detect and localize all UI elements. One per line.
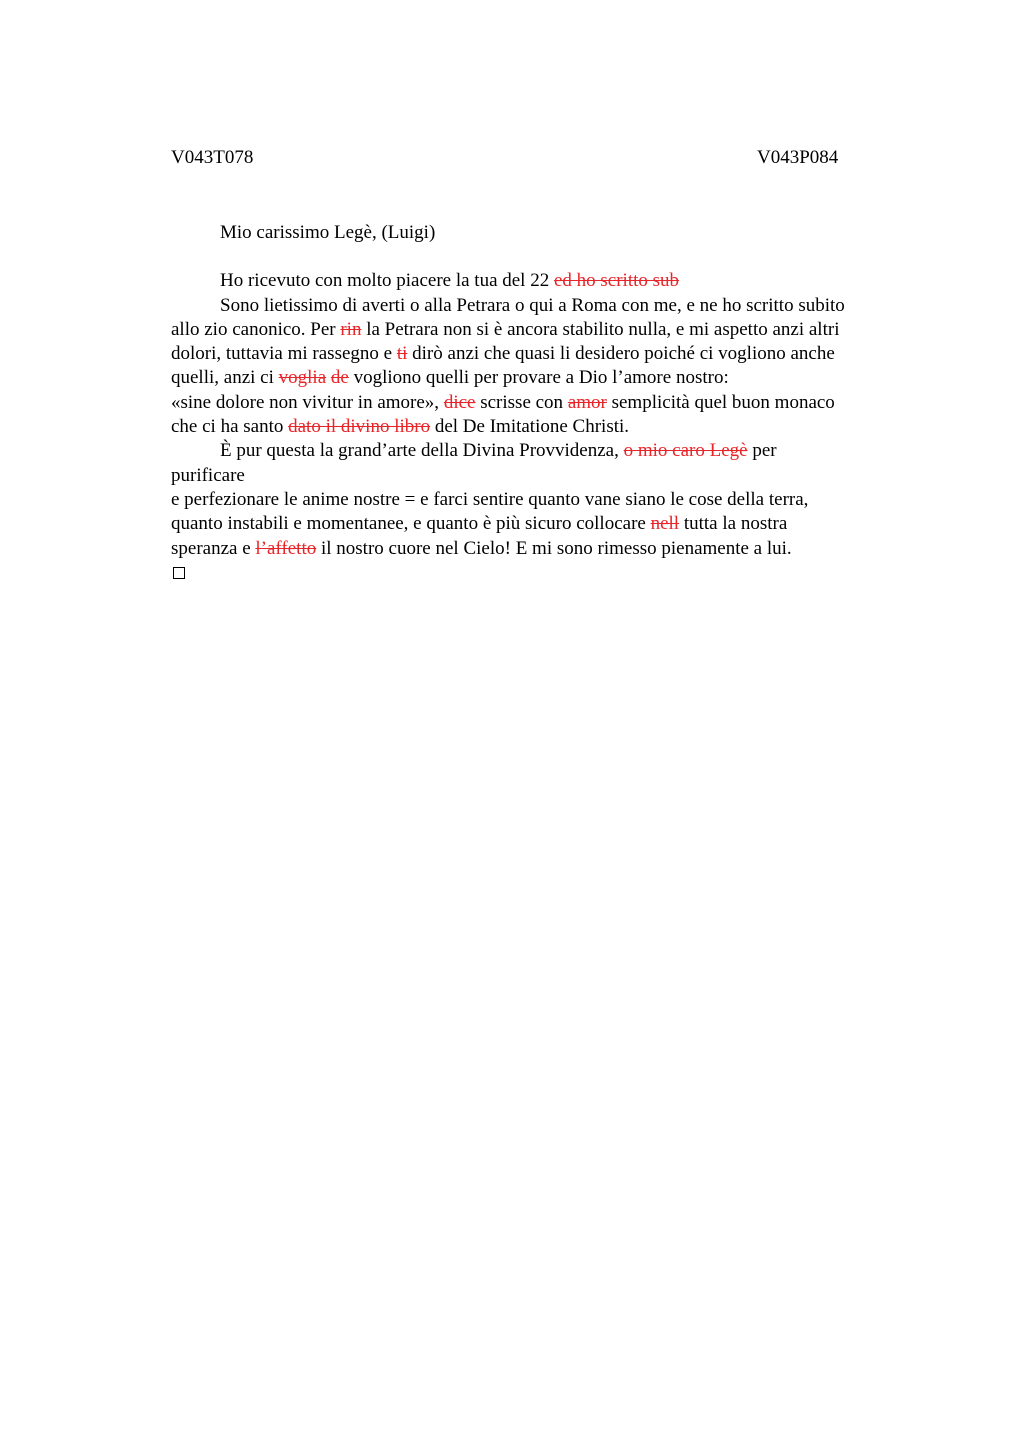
salutation: Mio carissimo Legè, (Luigi) (220, 222, 436, 243)
letter-line (171, 512, 911, 536)
struck-text: ti (396, 343, 408, 365)
struck-text: de (330, 367, 349, 389)
text-run: È pur questa la grand’arte della Divina Provvidenza, (220, 440, 624, 462)
text-run: e perfezionare le anime nostre = e farci sentire quanto vane siano le cose della terra, (171, 488, 809, 510)
letter-line (171, 415, 911, 439)
document-code-right: V043P084 (757, 147, 839, 168)
text-run: dolori, tuttavia mi rassegno e (171, 343, 397, 365)
text-run: vogliono quelli per provare a Dio l’amore nostro: (348, 367, 729, 389)
struck-text: nell (650, 513, 680, 535)
text-run: semplicità quel buon monaco (606, 391, 835, 413)
struck-text: amor (567, 391, 607, 413)
letter-body (171, 221, 911, 585)
text-run: del De Imitatione Christi. (430, 416, 630, 438)
letter-line (171, 537, 911, 561)
letter-line (171, 294, 911, 318)
struck-text: ed ho scritto sub (553, 270, 680, 292)
text-run: Sono lietissimo di averti o alla Petrara o qui a Roma con me, e ne ho scritto subito (220, 294, 845, 316)
text-run: quelli, anzi ci (171, 367, 279, 389)
struck-text: rin (340, 318, 362, 340)
paragraph-gap (171, 245, 911, 269)
letter-line (171, 488, 911, 512)
text-run: «sine dolore non vivitur in amore», (171, 391, 444, 413)
text-run: speranza e (171, 537, 256, 559)
text-run: scrisse con (475, 391, 568, 413)
struck-text: dice (443, 391, 476, 413)
letter-line (171, 366, 911, 390)
empty-square-icon (173, 567, 185, 579)
text-run: allo zio canonico. Per (171, 318, 341, 340)
struck-text: o mio caro Legè (623, 440, 748, 462)
struck-text: l’affetto (255, 537, 317, 559)
text-run: per (747, 440, 777, 462)
letter-line (171, 464, 911, 488)
text-run: Ho ricevuto con molto piacere la tua del 22 (220, 270, 554, 292)
letter-line (171, 439, 911, 463)
text-run: dirò anzi che quasi li desidero poiché ci vogliono anche (407, 343, 835, 365)
text-run: che ci ha santo (171, 416, 289, 438)
letter-line (171, 318, 911, 342)
text-run: purificare (171, 464, 245, 486)
letter-line (171, 269, 911, 293)
letter-line (171, 342, 911, 366)
struck-text: dato il divino libro (288, 416, 431, 438)
text-run: la Petrara non si è ancora stabilito nulla, e mi aspetto anzi altri (361, 318, 840, 340)
struck-text: voglia (278, 367, 327, 389)
letter-line (171, 561, 911, 585)
letter-line (171, 391, 911, 415)
text-run: il nostro cuore nel Cielo! E mi sono rimesso pienamente a lui. (316, 537, 792, 559)
text-run: quanto instabili e momentanee, e quanto è più sicuro collocare (171, 513, 651, 535)
text-run: tutta la nostra (679, 513, 788, 535)
document-code-left: V043T078 (171, 147, 254, 168)
